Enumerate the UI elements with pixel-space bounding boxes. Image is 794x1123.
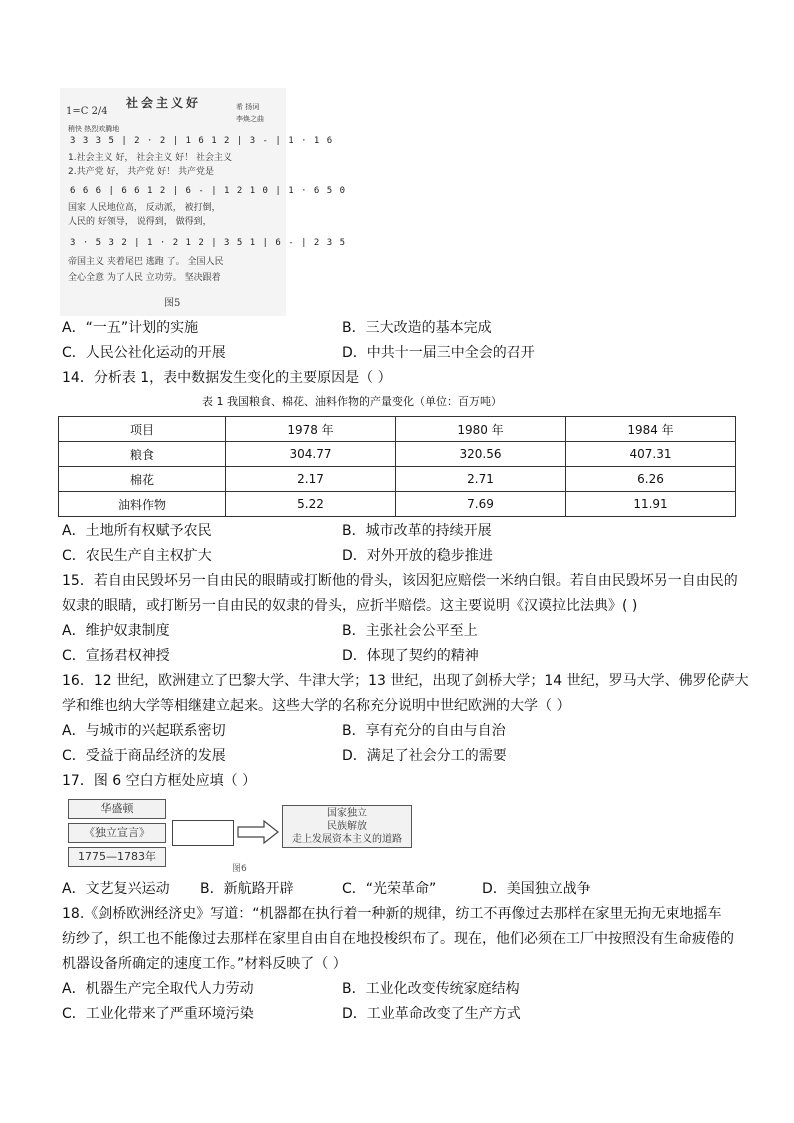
table-cell: 2.71 [396, 467, 566, 492]
score-lyric-row-3a: 帝国主义 夹着尾巴 逃跑 了。 全国人民 [68, 257, 224, 267]
q16-option-b: B．享有充分的自由与自治 [342, 723, 506, 739]
q17-option-d: D．美国独立战争 [482, 881, 591, 897]
production-table [58, 416, 736, 517]
table-cell: 7.69 [396, 492, 566, 517]
table-cell: 407.31 [566, 442, 736, 467]
q18-stem-line-2: 纺纱了，织工也不能像过去那样在家里自由自在地投梭织布了。现在，他们必须在工厂中按照没有生命疲倦的 [62, 931, 734, 947]
fig5-caption: 图5 [164, 298, 181, 309]
q15-stem-line-1: 15．若自由民毁坏另一自由民的眼睛或打断他的骨头，该因犯应赔偿一米纳白银。若自由民毁坏另一自由民的 [62, 573, 738, 589]
score-composer: 李焕之曲 [236, 115, 264, 123]
q14-option-a: A．土地所有权赋予农民 [62, 523, 212, 539]
q17-stem: 17．图 6 空白方框处应填（ ） [62, 773, 257, 789]
table-row [59, 467, 736, 492]
table-row [59, 492, 736, 517]
table-row [59, 442, 736, 467]
q18-stem-line-1: 18.《剑桥欧洲经济史》写道：“机器都在执行着一种新的规律，纺工不再像过去那样在家里无拘无束地摇车 [62, 906, 722, 922]
score-notes-row-2: 6 6 6 | 6 6 1 2 | 6 - | 1 2 1 0 | 1 · 6 5 0 [70, 186, 346, 196]
table-header-row [59, 417, 736, 442]
score-lyric-row-2b: 人民的 好领导， 说得到， 做得到， [68, 217, 212, 227]
q15-stem-line-2: 奴隶的眼睛，或打断另一自由民的奴隶的骨头，应折半赔偿。这主要说明《汉谟拉比法典》( ) [62, 598, 638, 614]
q16-stem-line-2: 学和维也纳大学等相继建立起来。这些大学的名称充分说明中世纪欧洲的大学（ ） [62, 698, 571, 714]
fig6-arrow-icon [236, 819, 280, 845]
score-lyric-row-1b: 2.共产党 好， 共产党 好！ 共产党是 [68, 167, 215, 177]
q15-option-d: D．体现了契约的精神 [342, 648, 479, 664]
q17-option-a: A．文艺复兴运动 [62, 881, 170, 897]
score-lyric-row-2a: 国家 人民地位高， 反动派， 被打倒， [68, 203, 221, 213]
table-cell: 11.91 [566, 492, 736, 517]
table-cell: 304.77 [226, 442, 396, 467]
fig6-blank-box [172, 820, 234, 846]
q16-stem-line-1: 16．12 世纪，欧洲建立了巴黎大学、牛津大学；13 世纪，出现了剑桥大学；14 世纪，罗马大学、佛罗伦萨大 [62, 673, 749, 689]
table-cell: 粮食 [59, 442, 226, 467]
q15-option-a: A．维护奴隶制度 [62, 623, 170, 639]
table-cell: 320.56 [396, 442, 566, 467]
table-header-cell: 项目 [59, 417, 226, 442]
q13-option-d: D．中共十一届三中全会的召开 [342, 345, 535, 361]
q13-option-c: C．人民公社化运动的开展 [62, 345, 226, 361]
q15-option-c: C．宣扬君权神授 [62, 648, 170, 664]
q15-option-b: B．主张社会公平至上 [342, 623, 478, 639]
table-header-cell: 1978 年 [226, 417, 396, 442]
q14-stem: 14．分析表 1，表中数据发生变化的主要原因是（ ） [62, 370, 392, 386]
table-cell: 2.17 [226, 467, 396, 492]
score-lyricist: 希 扬词 [236, 103, 260, 111]
score-notes-row-1: 3 3 3 5 | 2 · 2 | 1 6 1 2 | 3 - | 1 · 1 6 [70, 136, 334, 146]
q13-option-a: A．“一五”计划的实施 [62, 320, 199, 336]
song-score-figure [60, 88, 346, 316]
q18-option-b: B．工业化改变传统家庭结构 [342, 981, 520, 997]
table-cell: 5.22 [226, 492, 396, 517]
table-header-cell: 1980 年 [396, 417, 566, 442]
q14-option-c: C．农民生产自主权扩大 [62, 548, 212, 564]
fig6-result-line-1: 国家独立 [327, 808, 367, 819]
table-header-cell: 1984 年 [566, 417, 736, 442]
q14-option-b: B．城市改革的持续开展 [342, 523, 492, 539]
q14-option-d: D．对外开放的稳步推进 [342, 548, 493, 564]
figure-6-diagram [60, 795, 420, 875]
q17-option-b: B．新航路开辟 [200, 881, 294, 897]
q16-option-c: C．受益于商品经济的发展 [62, 748, 226, 764]
fig6-box-declaration: 《独立宣言》 [68, 823, 166, 843]
table-cell: 棉花 [59, 467, 226, 492]
q13-option-b: B．三大改造的基本完成 [342, 320, 492, 336]
q17-option-c: C．“光荣革命” [342, 881, 437, 897]
score-key: 1=C 2/4 [66, 106, 108, 117]
table-cell: 油料作物 [59, 492, 226, 517]
q18-option-c: C．工业化带来了严重环境污染 [62, 1006, 254, 1022]
fig6-box-washington: 华盛顿 [68, 799, 166, 819]
score-lyric-row-3b: 全心全意 为了人民 立功劳。 坚决跟着 [68, 273, 221, 283]
fig6-caption: 图6 [232, 864, 247, 874]
score-tempo: 稍快 热烈欢腾地 [68, 125, 120, 133]
q16-option-a: A．与城市的兴起联系密切 [62, 723, 226, 739]
score-lyric-row-1a: 1.社会主义 好， 社会主义 好！ 社会主义 [68, 153, 233, 163]
fig6-box-years: 1775—1783年 [68, 847, 166, 867]
q16-option-d: D．满足了社会分工的需要 [342, 748, 507, 764]
fig6-result-line-3: 走上发展资本主义的道路 [292, 834, 402, 845]
q18-stem-line-3: 机器设备所确定的速度工作。”材料反映了（ ） [62, 956, 347, 972]
q18-option-d: D．工业革命改变了生产方式 [342, 1006, 521, 1022]
fig6-result-line-2: 民族解放 [327, 821, 367, 832]
q18-option-a: A．机器生产完全取代人力劳动 [62, 981, 254, 997]
score-notes-row-3: 3 · 5 3 2 | 1 · 2 1 2 | 3 5 1 | 6 - | 2 3 5 [70, 238, 346, 248]
table-cell: 6.26 [566, 467, 736, 492]
score-title: 社会主义好 [126, 96, 202, 110]
table1-caption: 表 1 我国粮食、棉花、油料作物的产量变化（单位：百万吨） [202, 395, 502, 408]
fig6-result-box [282, 805, 412, 848]
